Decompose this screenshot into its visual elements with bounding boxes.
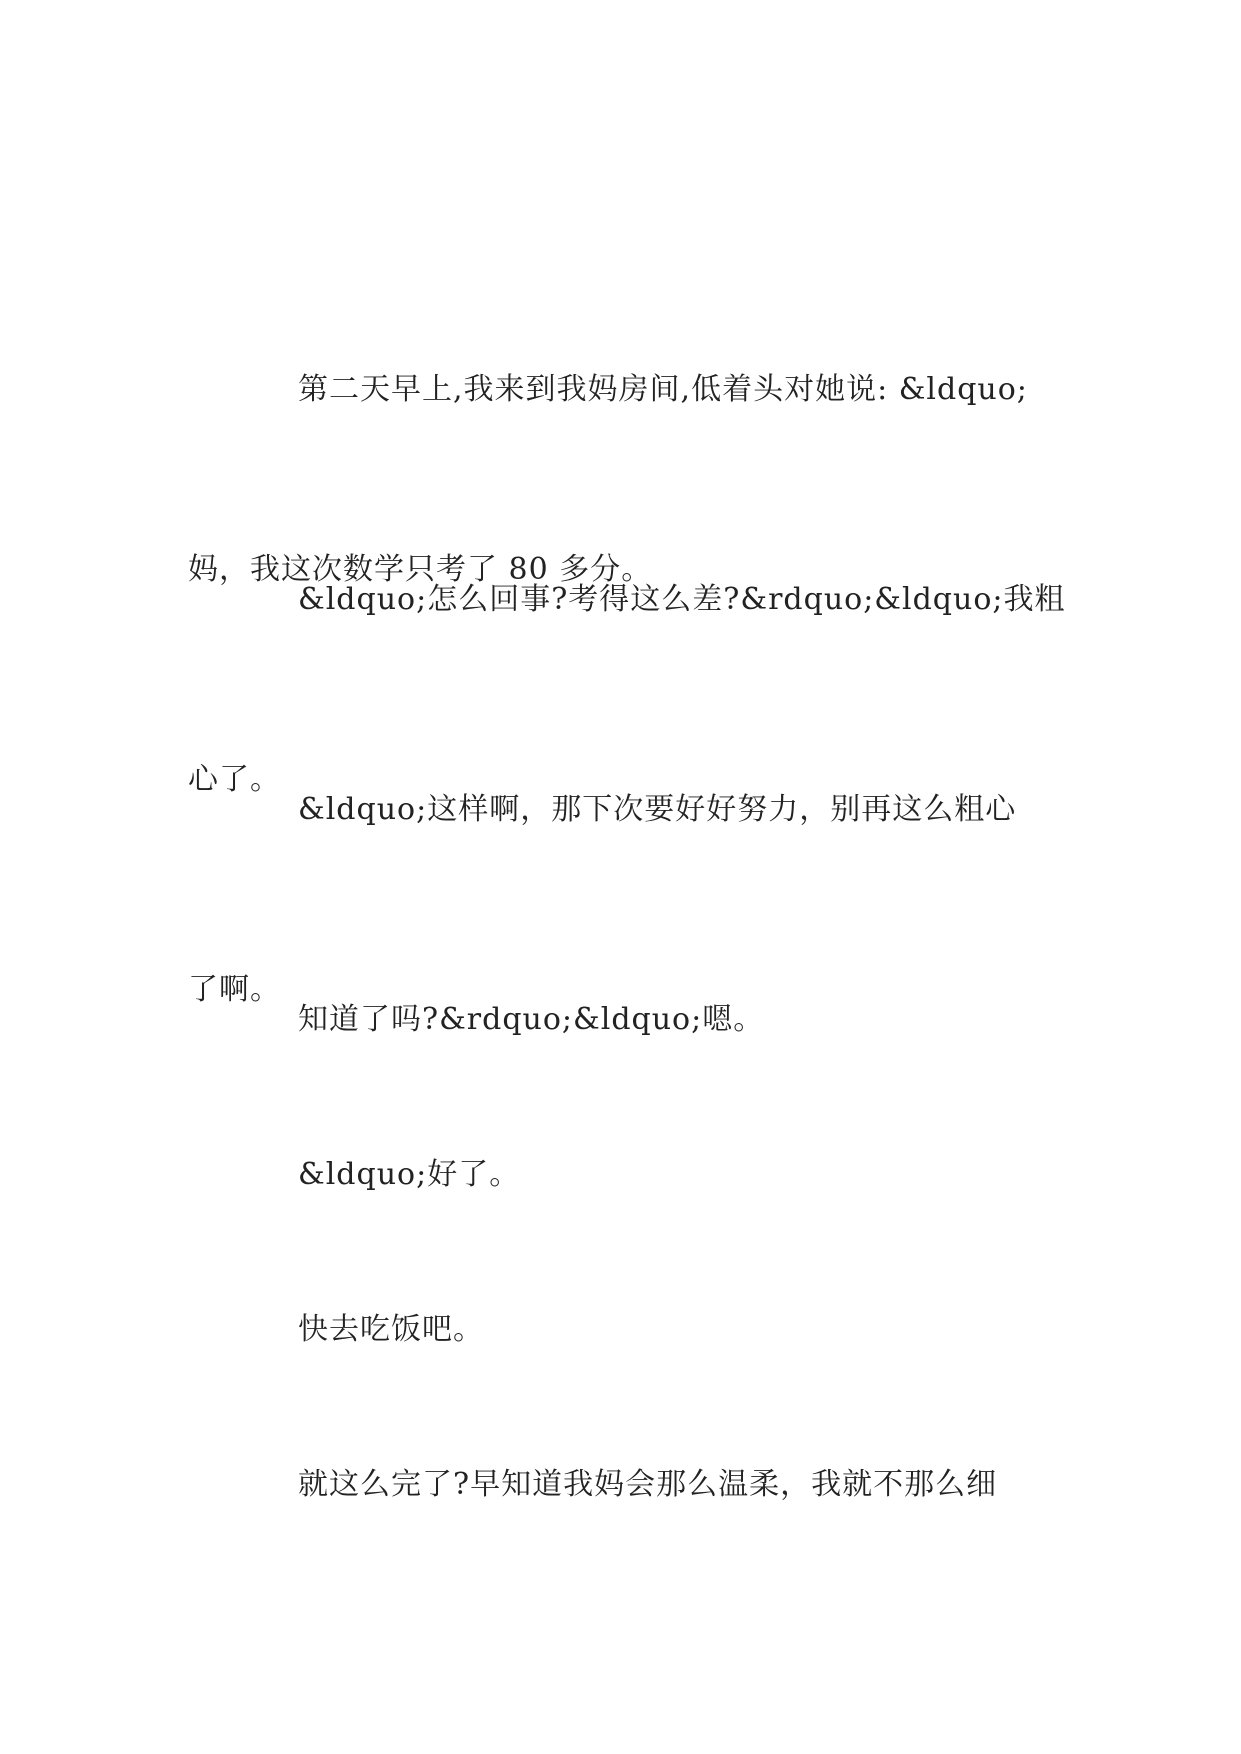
paragraph-line: 妈，我这次数学只考了 80 多分。 (188, 552, 653, 587)
paragraph-line: 了啊。 (188, 972, 281, 1007)
paragraph-7 (188, 1335, 1058, 1635)
paragraph-line: 心了。 (188, 762, 281, 797)
paragraph-line: &ldquo;这样啊，那下次要好好努力，别再这么粗心 (298, 792, 1017, 827)
paragraph-line: 第二天早上,我来到我妈房间,低着头对她说: &ldquo; (298, 372, 1028, 407)
paragraph-line: &ldquo;好了。 (298, 1157, 521, 1192)
paragraph-line: &ldquo;怎么回事?考得这么差?&rdquo;&ldquo;我粗 (298, 582, 1066, 617)
paragraph-line: 知道了吗?&rdquo;&ldquo;嗯。 (298, 1002, 765, 1037)
paragraph-line: 快去吃饭吧。 (298, 1312, 484, 1347)
paragraph-line: 就这么完了?早知道我妈会那么温柔，我就不那么细 (298, 1467, 998, 1502)
